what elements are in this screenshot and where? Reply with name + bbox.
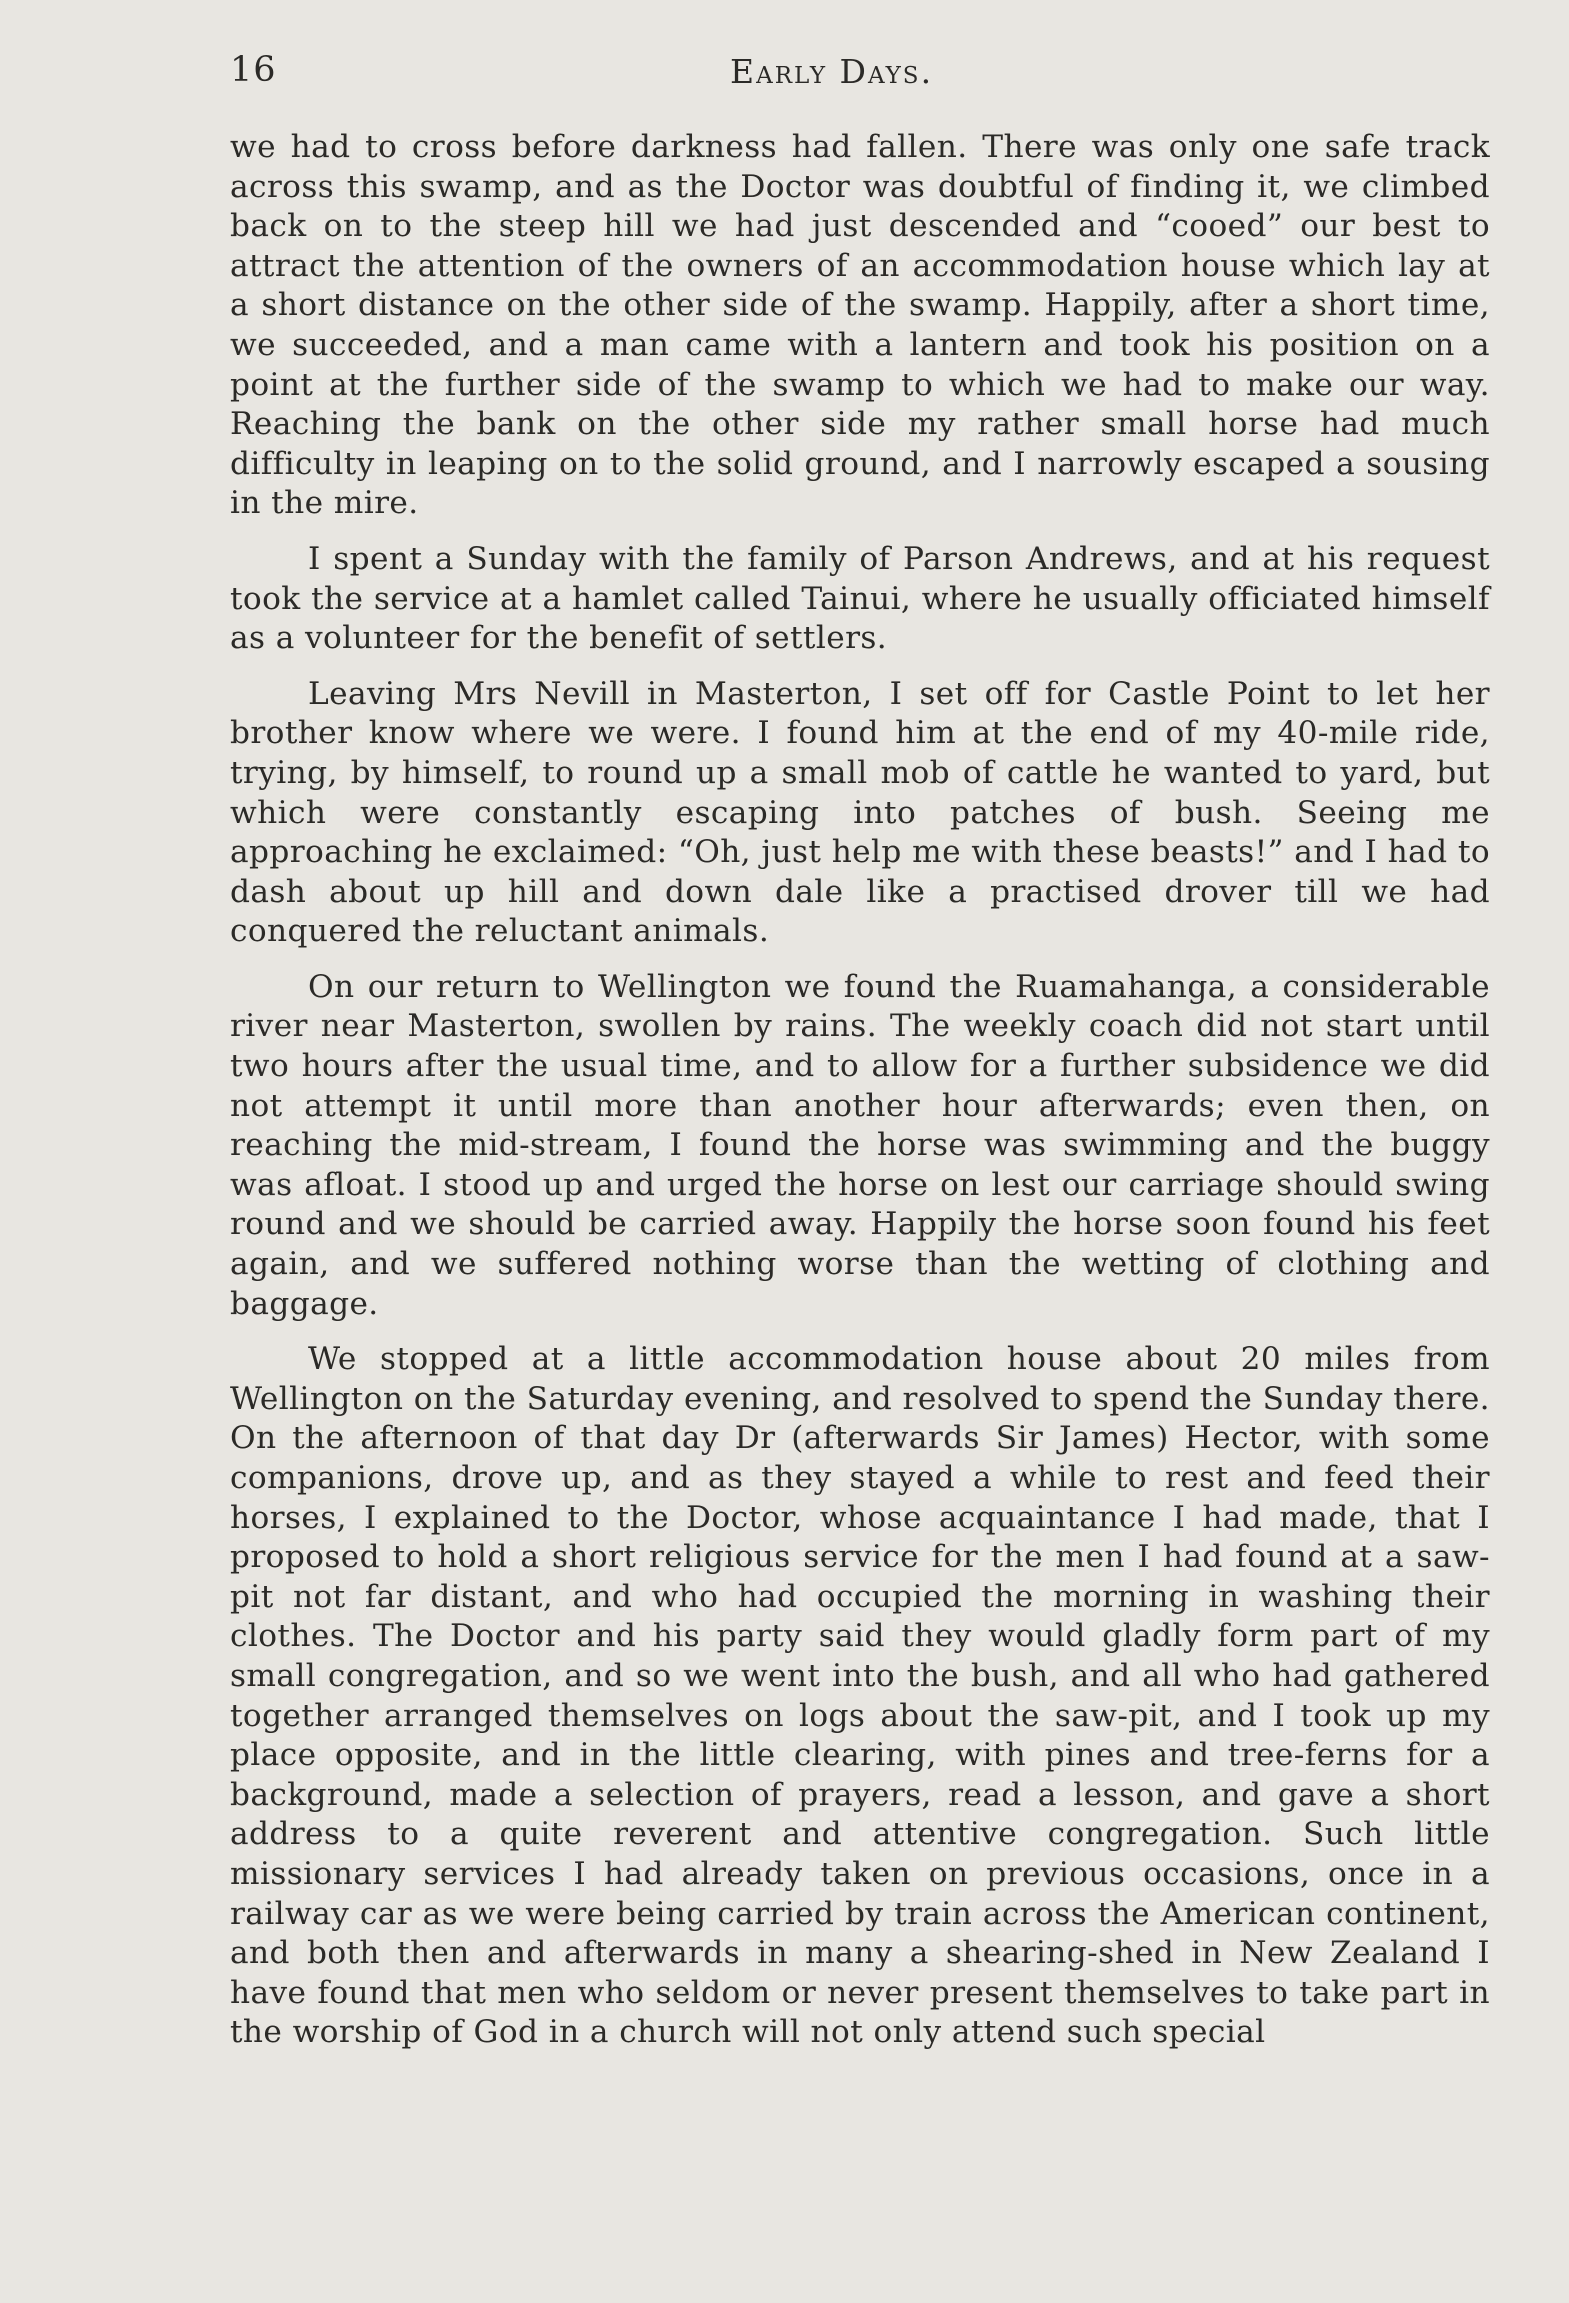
paragraph: On our return to Wellington we found the Ruamahanga, a considerable river near Masterton, swollen by rains. The weekly coach did not start until two hours after the usual time, and to allow for a further subsidence we did not attempt it until more than another hour afterwards; even then, on reaching the mid-stream, I found the horse was swimming and the buggy was afloat. I stood up and urged the horse on lest our carriage should swing round and we should be carried away. Happily the horse soon found his feet again, and we suffered nothing worse than the wetting of clothing and baggage. xyxy=(230,968,1490,1322)
paragraph: Leaving Mrs Nevill in Masterton, I set off for Castle Point to let her brother know where we were. I found him at the end of my 40-mile ride, trying, by himself, to round up a small mob of cattle he wanted to yard, but which were constantly escaping into patches of bush. Seeing me approaching he exclaimed: “Oh, just help me with these beasts!” and I had to dash about up hill and down dale like a practised drover till we had conquered the reluctant animals. xyxy=(230,675,1490,950)
paragraph: We stopped at a little accommodation house about 20 miles from Wellington on the Saturday evening, and resolved to spend the Sunday there. On the afternoon of that day Dr (afterwards Sir James) Hector, with some companions, drove up, and as they stayed a while to rest and feed their horses, I explained to the Doctor, whose acquaintance I had made, that I proposed to hold a short religious service for the men I had found at a saw-pit not far distant, and who had occupied the morning in washing their clothes. The Doctor and his party said they would gladly form part of my small congregation, and so we went into the bush, and all who had gathered together arranged themselves on logs about the saw-pit, and I took up my place opposite, and in the little clearing, with pines and tree-ferns for a background, made a selection of prayers, read a lesson, and gave a short address to a quite reverent and attentive congregation. Such little missionary services I had already taken on previous occasions, once in a railway car as we were being carried by train across the American continent, and both then and afterwards in many a shearing-shed in New Zealand I have found that men who seldom or never present themselves to take part in the worship of God in a church will not only attend such special xyxy=(230,1341,1490,2051)
page-header xyxy=(0,50,1569,100)
running-title: Early Days. xyxy=(730,52,934,91)
body-text xyxy=(230,128,1490,2069)
paragraph-continued: we had to cross before darkness had fallen. There was only one safe track across this swamp, and as the Doctor was doubtful of finding it, we climbed back on to the steep hill we had just descended and “cooed” our best to attract the attention of the owners of an accommodation house which lay at a short distance on the other side of the swamp. Happily, after a short time, we succeeded, and a man came with a lantern and took his position on a point at the further side of the swamp to which we had to make our way. Reaching the bank on the other side my rather small horse had much difficulty in leaping on to the solid ground, and I narrowly escaped a sousing in the mire. xyxy=(230,129,1490,522)
page-number: 16 xyxy=(230,50,277,90)
paragraph: I spent a Sunday with the family of Parson Andrews, and at his request took the service at a hamlet called Tainui, where he usually officiated himself as a volunteer for the benefit of settlers. xyxy=(230,540,1490,657)
